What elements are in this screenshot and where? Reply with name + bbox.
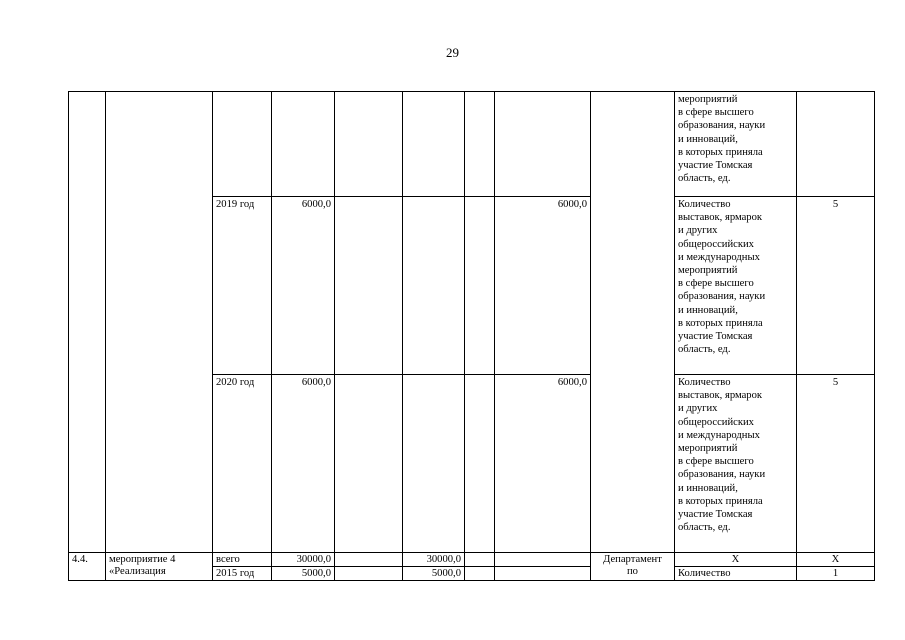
cell-year: 2020 год — [213, 375, 272, 553]
cell-extra — [495, 92, 591, 197]
cell-indicator: Х — [675, 553, 797, 567]
cell-activity-name: мероприятие 4 «Реализация — [106, 553, 213, 581]
cell-local — [465, 567, 495, 581]
cell-indicator-value: 1 — [797, 567, 875, 581]
cell-year: 2019 год — [213, 197, 272, 375]
cell-number — [69, 92, 106, 553]
cell-federal — [335, 375, 403, 553]
cell-indicator-value: 5 — [797, 197, 875, 375]
cell-regional: 30000,0 — [403, 553, 465, 567]
cell-activity-name — [106, 92, 213, 553]
cell-indicator-value — [797, 92, 875, 197]
table-row — [69, 553, 875, 567]
cell-extra: 6000,0 — [495, 375, 591, 553]
cell-indicator: мероприятий в сфере высшего образования, науки и инноваций, в которых приняла участие Томская область, ед. — [675, 92, 797, 197]
cell-total: 30000,0 — [272, 553, 335, 567]
cell-year: всего — [213, 553, 272, 567]
cell-extra: 6000,0 — [495, 197, 591, 375]
cell-indicator: Количество — [675, 567, 797, 581]
cell-federal — [335, 553, 403, 567]
cell-federal — [335, 92, 403, 197]
page-number: 29 — [446, 45, 459, 60]
cell-regional — [403, 375, 465, 553]
cell-indicator-value: Х — [797, 553, 875, 567]
cell-indicator: Количество выставок, ярмарок и других общероссийских и международных мероприятий в сфере высшего образования, науки и инноваций, в которых приняла участие Томская область, ед. — [675, 197, 797, 375]
table-row — [69, 92, 875, 197]
cell-number: 4.4. — [69, 553, 106, 581]
cell-regional — [403, 92, 465, 197]
cell-executor — [591, 92, 675, 553]
cell-total — [272, 92, 335, 197]
cell-total: 6000,0 — [272, 197, 335, 375]
program-activities-table — [68, 91, 875, 581]
cell-total: 6000,0 — [272, 375, 335, 553]
cell-extra — [495, 567, 591, 581]
cell-local — [465, 92, 495, 197]
cell-indicator: Количество выставок, ярмарок и других общероссийских и международных мероприятий в сфере высшего образования, науки и инноваций, в которых приняла участие Томская область, ед. — [675, 375, 797, 553]
cell-year: 2015 год — [213, 567, 272, 581]
cell-executor: Департамент по — [591, 553, 675, 581]
cell-regional — [403, 197, 465, 375]
cell-total: 5000,0 — [272, 567, 335, 581]
cell-extra — [495, 553, 591, 567]
cell-local — [465, 375, 495, 553]
cell-federal — [335, 567, 403, 581]
cell-federal — [335, 197, 403, 375]
cell-local — [465, 553, 495, 567]
cell-regional: 5000,0 — [403, 567, 465, 581]
cell-local — [465, 197, 495, 375]
cell-indicator-value: 5 — [797, 375, 875, 553]
cell-year — [213, 92, 272, 197]
